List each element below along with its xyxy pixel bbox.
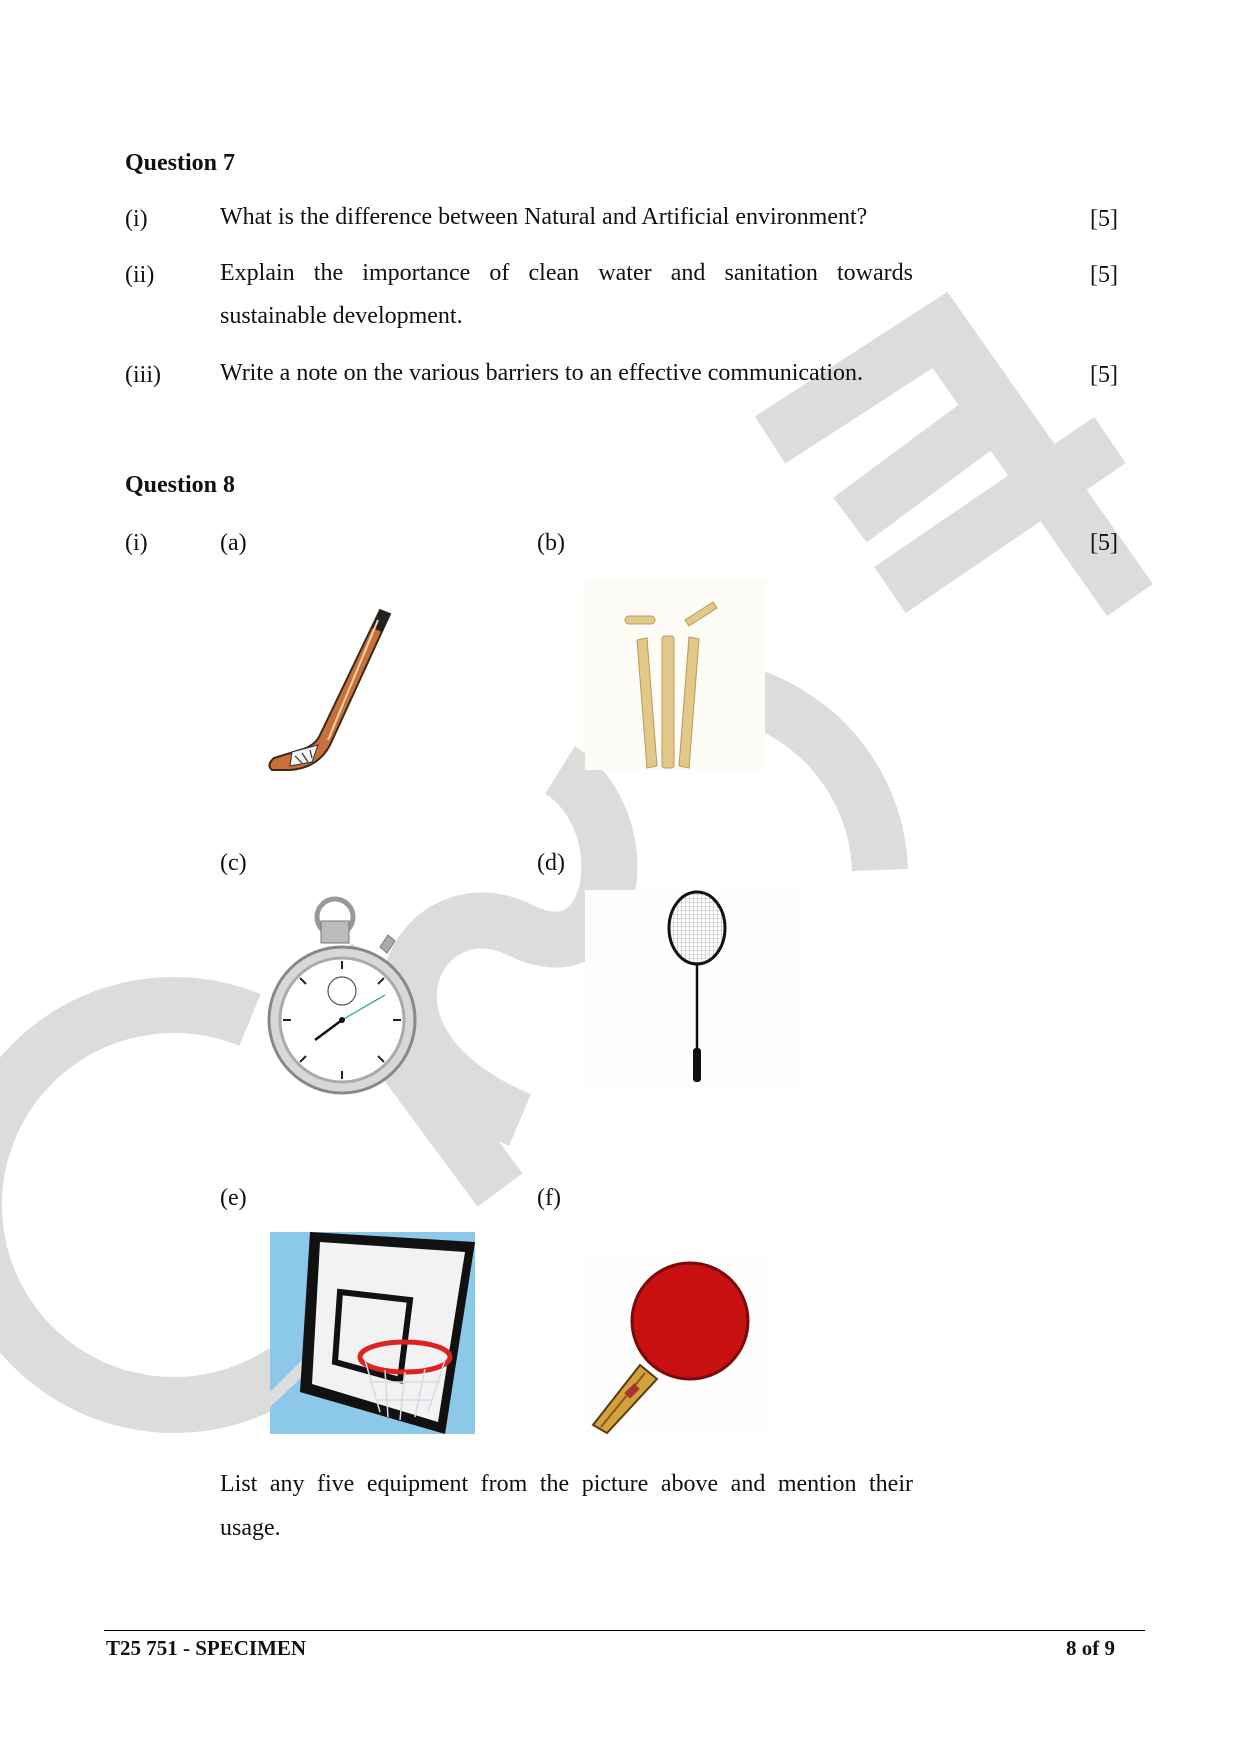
cricket-stumps-icon <box>585 580 765 770</box>
q7-item-2-number: (ii) <box>125 262 155 288</box>
q8-prompt-line2: usage. <box>220 1515 281 1541</box>
footer-paper-code: T25 751 - SPECIMEN <box>106 1636 307 1660</box>
question-8-heading: Question 8 <box>125 472 236 498</box>
footer-page-number: 8 of 9 <box>1066 1636 1115 1660</box>
q7-item-1-marks: [5] <box>1090 206 1118 232</box>
q7-item-3-text: Write a note on the various barriers to an effective communication. <box>220 360 864 386</box>
q8-prompt-line1: List any five equipment from the picture above and mention their <box>220 1471 913 1497</box>
basketball-hoop-icon <box>270 1232 475 1434</box>
question-7-heading: Question 7 <box>125 150 236 176</box>
figure-d-label: (d) <box>537 850 565 876</box>
footer-divider <box>104 1630 1145 1631</box>
q7-item-2-marks: [5] <box>1090 262 1118 288</box>
q7-item-2-text-line1: Explain the importance of clean water and sanitation towards <box>220 260 913 286</box>
badminton-racket-icon <box>585 890 800 1090</box>
figure-f-label: (f) <box>537 1185 561 1211</box>
q7-item-1-number: (i) <box>125 206 148 232</box>
q7-item-2-text-line2: sustainable development. <box>220 303 463 329</box>
q7-item-3-number: (iii) <box>125 362 161 388</box>
q7-item-1-text: What is the difference between Natural and Artificial environment? <box>220 204 868 230</box>
stopwatch-icon <box>265 895 425 1095</box>
q7-item-3-marks: [5] <box>1090 362 1118 388</box>
figure-b-label: (b) <box>537 530 565 556</box>
figure-a-label: (a) <box>220 530 247 556</box>
figure-e-label: (e) <box>220 1185 247 1211</box>
hockey-stick-icon <box>260 600 400 775</box>
figure-c-label: (c) <box>220 850 247 876</box>
table-tennis-bat-icon <box>585 1255 765 1435</box>
q8-marks: [5] <box>1090 530 1118 556</box>
q8-part-number: (i) <box>125 530 148 556</box>
